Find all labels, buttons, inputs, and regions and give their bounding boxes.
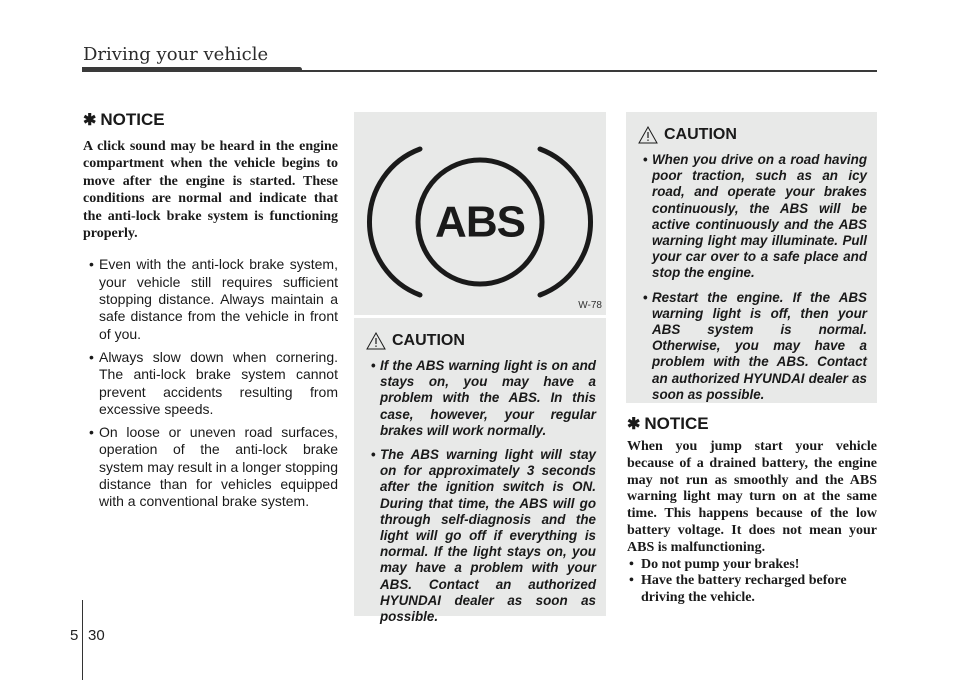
notice-bullet-list xyxy=(83,256,338,510)
caution-list xyxy=(366,358,596,625)
section-header-title: Driving your vehicle xyxy=(83,44,269,65)
list-item: • Restart the engine. If the ABS warning light is off, then your ABS system is normal. Otherwise, you may have a problem with the ABS. Contact an authorized HYUNDAI dealer as soon as possible. xyxy=(638,290,867,403)
list-item: • If the ABS warning light is on and stays on, you may have a problem with the ABS. In this case, however, your regular brakes will work normally. xyxy=(366,358,596,439)
notice-bullet-list xyxy=(627,557,877,607)
caution-title: CAUTION xyxy=(664,126,737,143)
notice-star-icon: ✱ xyxy=(627,416,641,433)
footer-divider xyxy=(82,600,83,680)
notice-jump-start-section xyxy=(627,414,877,607)
notice-heading xyxy=(627,414,877,434)
caution-box-abs-light xyxy=(354,318,606,625)
list-item: • Even with the anti-lock brake system, your vehicle still requires sufficient stopping distance. Always maintain a safe distance from the vehicle in front of you. xyxy=(83,256,338,342)
abs-warning-light-icon xyxy=(354,112,606,315)
figure-code: W-78 xyxy=(578,300,602,311)
list-item: • On loose or uneven road surfaces, operation of the anti-lock brake system may result in a longer stopping distance than for vehicles equipped with a conventional brake system. xyxy=(83,424,338,510)
notice-title: NOTICE xyxy=(644,414,709,433)
notice-section xyxy=(83,110,338,517)
caution-heading xyxy=(366,332,596,350)
abs-icon-label: ABS xyxy=(435,197,525,247)
caution-title: CAUTION xyxy=(392,332,465,349)
list-item: • When you drive on a road having poor traction, such as an icy road, and operate your brakes continuously, the ABS will be active continuously and the ABS warning light may illuminate. Pull your car over to a safe place and stop the engine. xyxy=(638,152,867,282)
caution-triangle-icon xyxy=(366,332,386,350)
caution-triangle-icon xyxy=(638,126,658,144)
caution-list xyxy=(638,152,867,403)
caution-heading xyxy=(638,126,867,144)
caution-box-poor-traction xyxy=(626,112,877,403)
page-number: 30 xyxy=(88,627,105,644)
notice-heading xyxy=(83,110,338,130)
list-item: • The ABS warning light will stay on for approximately 3 seconds after the ignition switch is ON. During that time, the ABS will go through self-diagnosis and the light will go off if everything is normal. If the light stays on, you may have a problem with your ABS. Contact an authorized HYUNDAI dealer as soon as possible. xyxy=(366,447,596,625)
notice-star-icon: ✱ xyxy=(83,112,97,129)
abs-warning-light-figure xyxy=(354,112,606,315)
notice-title: NOTICE xyxy=(100,110,165,129)
header-rule-accent xyxy=(82,67,302,72)
notice-body: A click sound may be heard in the engine compartment when the vehicle begins to move after the engine is started. These conditions are normal and indicate that the anti-lock brake system is functioning properly. xyxy=(83,139,338,242)
list-item: • Always slow down when cornering. The anti-lock brake system cannot prevent accidents resulting from excessive speeds. xyxy=(83,349,338,418)
chapter-number: 5 xyxy=(70,627,79,644)
list-item: • Have the battery recharged before driving the vehicle. xyxy=(627,573,877,607)
list-item: • Do not pump your brakes! xyxy=(627,557,877,574)
notice-body: When you jump start your vehicle because of a drained battery, the engine may not run as smoothly and the ABS warning light may turn on at the same time. This happens because of the low battery voltage. It does not mean your ABS is malfunctioning. xyxy=(627,439,877,555)
